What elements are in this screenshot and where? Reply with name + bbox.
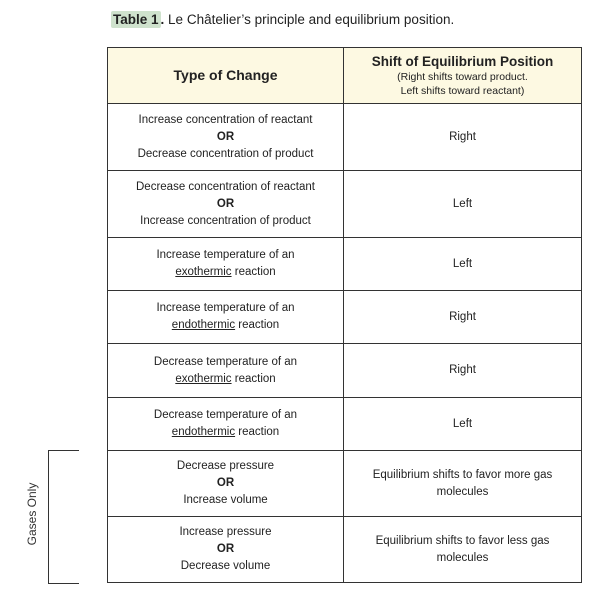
shift-cell: Right [344,291,582,344]
or-label: OR [216,543,235,555]
header-shift [344,48,582,104]
gases-bracket [48,450,79,584]
shift-cell: Left [344,238,582,291]
shift-cell: Left [344,398,582,451]
change-line: Decrease concentration of product [137,147,314,160]
header-shift-title: Shift of Equilibrium Position [371,53,554,69]
change-line: reaction [235,319,280,331]
change-line: reaction [231,372,276,385]
change-line: Increase volume [183,494,268,506]
table-caption: Table 1 . Le Châtelier’s principle and equilibrium position. [113,12,455,27]
change-line: Decrease temperature of an [153,409,298,421]
shift-cell [344,517,582,583]
reaction-type: endothermic [171,426,236,438]
change-cell [108,171,344,238]
table-row [108,104,582,171]
caption-text: Le Châtelier’s principle and equilibrium position. [164,12,455,27]
header-shift-sub2: Left shifts toward reactant) [400,84,525,97]
shift-text: Equilibrium shifts to favor more gas molecules [372,468,553,498]
change-line: reaction [231,266,276,278]
change-line: Decrease volume [180,560,271,572]
change-line: Increase concentration of product [140,214,311,227]
change-cell [108,451,344,517]
change-line: Decrease temperature of an [153,355,298,368]
change-cell [108,104,344,171]
change-line: reaction [235,426,280,438]
change-cell [108,238,344,291]
le-chatelier-table [107,47,582,583]
gases-only-label: Gases Only [25,482,39,546]
table-row [108,238,582,291]
table-row [108,451,582,517]
reaction-type: exothermic [175,372,232,385]
caption-label: Table 1 [113,12,159,27]
change-line: Increase pressure [179,526,272,538]
reaction-type: exothermic [175,266,232,278]
or-label: OR [216,130,235,143]
change-line: Increase concentration of reactant [138,113,313,126]
change-cell [108,398,344,451]
change-line: Increase temperature of an [156,302,295,314]
table-row [108,344,582,398]
table-row [108,171,582,238]
table-row [108,291,582,344]
change-cell [108,344,344,398]
header-row [108,48,582,104]
or-label: OR [216,477,235,489]
shift-text: Equilibrium shifts to favor less gas molecules [375,534,550,564]
reaction-type: endothermic [171,319,236,331]
change-cell [108,291,344,344]
table-row [108,398,582,451]
shift-cell: Left [344,171,582,238]
header-type-of-change: Type of Change [108,48,344,104]
table-row [108,517,582,583]
change-line: Decrease pressure [176,460,275,472]
shift-cell [344,451,582,517]
change-cell [108,517,344,583]
shift-cell: Right [344,104,582,171]
or-label: OR [216,197,235,210]
change-line: Increase temperature of an [156,249,295,261]
header-shift-sub1: (Right shifts toward product. [397,70,528,83]
change-line: Decrease concentration of reactant [136,180,315,193]
shift-cell: Right [344,344,582,398]
